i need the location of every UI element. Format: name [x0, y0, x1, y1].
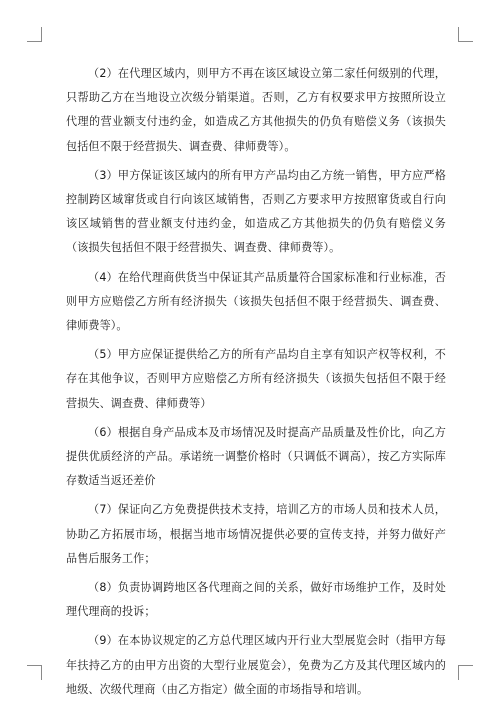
clause-6: （6）根据自身产品成本及市场情况及时提高产品质量及性价比，向乙方提供优质经济的产品。承诺统一调整价格时（只调低不调高），按乙方实际库存数适当返还差价 [66, 425, 446, 488]
clause-2: （2）在代理区域内，则甲方不再在该区域设立第二家任何级别的代理，只帮助乙方在当地设立次级分销渠道。否则，乙方有权要求甲方按照所设立代理的营业额支付违约金，如造成乙方其他损失的仍负有赔偿义务（该损失包括但不限于经营损失、调查费、律师费等）。 [66, 67, 446, 153]
document-body [66, 62, 446, 707]
clause-8: （8）负责协调跨地区各代理商之间的关系，做好市场维护工作，及时处理代理商的投诉； [66, 581, 446, 619]
clause-3: （3）甲方保证该区域内的所有甲方产品均由乙方统一销售，甲方应严格控制跨区域窜货或自行向该区域销售，否则乙方要求甲方按照窜货或自行向该区域销售的营业额支付违约金，如造成乙方其他损失的仍负有赔偿义务（该损失包括但不限于经营损失、调查费、律师费等）。 [66, 168, 446, 255]
crop-mark-top-right [458, 27, 473, 42]
crop-mark-top-left [27, 27, 42, 42]
crop-mark-bottom-right [458, 665, 473, 680]
crop-mark-bottom-left [27, 665, 42, 680]
clause-7: （7）保证向乙方免费提供技术支持，培训乙方的市场人员和技术人员，协助乙方拓展市场，根据当地市场情况提供必要的宣传支持，并努力做好产品售后服务工作； [66, 503, 446, 565]
clause-5: （5）甲方应保证提供给乙方的所有产品均自主享有知识产权等权利，不存在其他争议，否则甲方应赔偿乙方所有经济损失（该损失包括但不限于经营损失、调查费、律师费等） [66, 348, 446, 410]
clause-4: （4）在给代理商供货当中保证其产品质量符合国家标准和行业标准，否则甲方应赔偿乙方所有经济损失（该损失包括但不限于经营损失、调查费、律师费等）。 [66, 270, 446, 333]
clause-9: （9）在本协议规定的乙方总代理区域内开行业大型展览会时（指甲方每年扶持乙方的由甲方出资的大型行业展览会），免费为乙方及其代理区域内的地级、次级代理商（由乙方指定）做全面的市场指导和培训。 [66, 634, 446, 696]
